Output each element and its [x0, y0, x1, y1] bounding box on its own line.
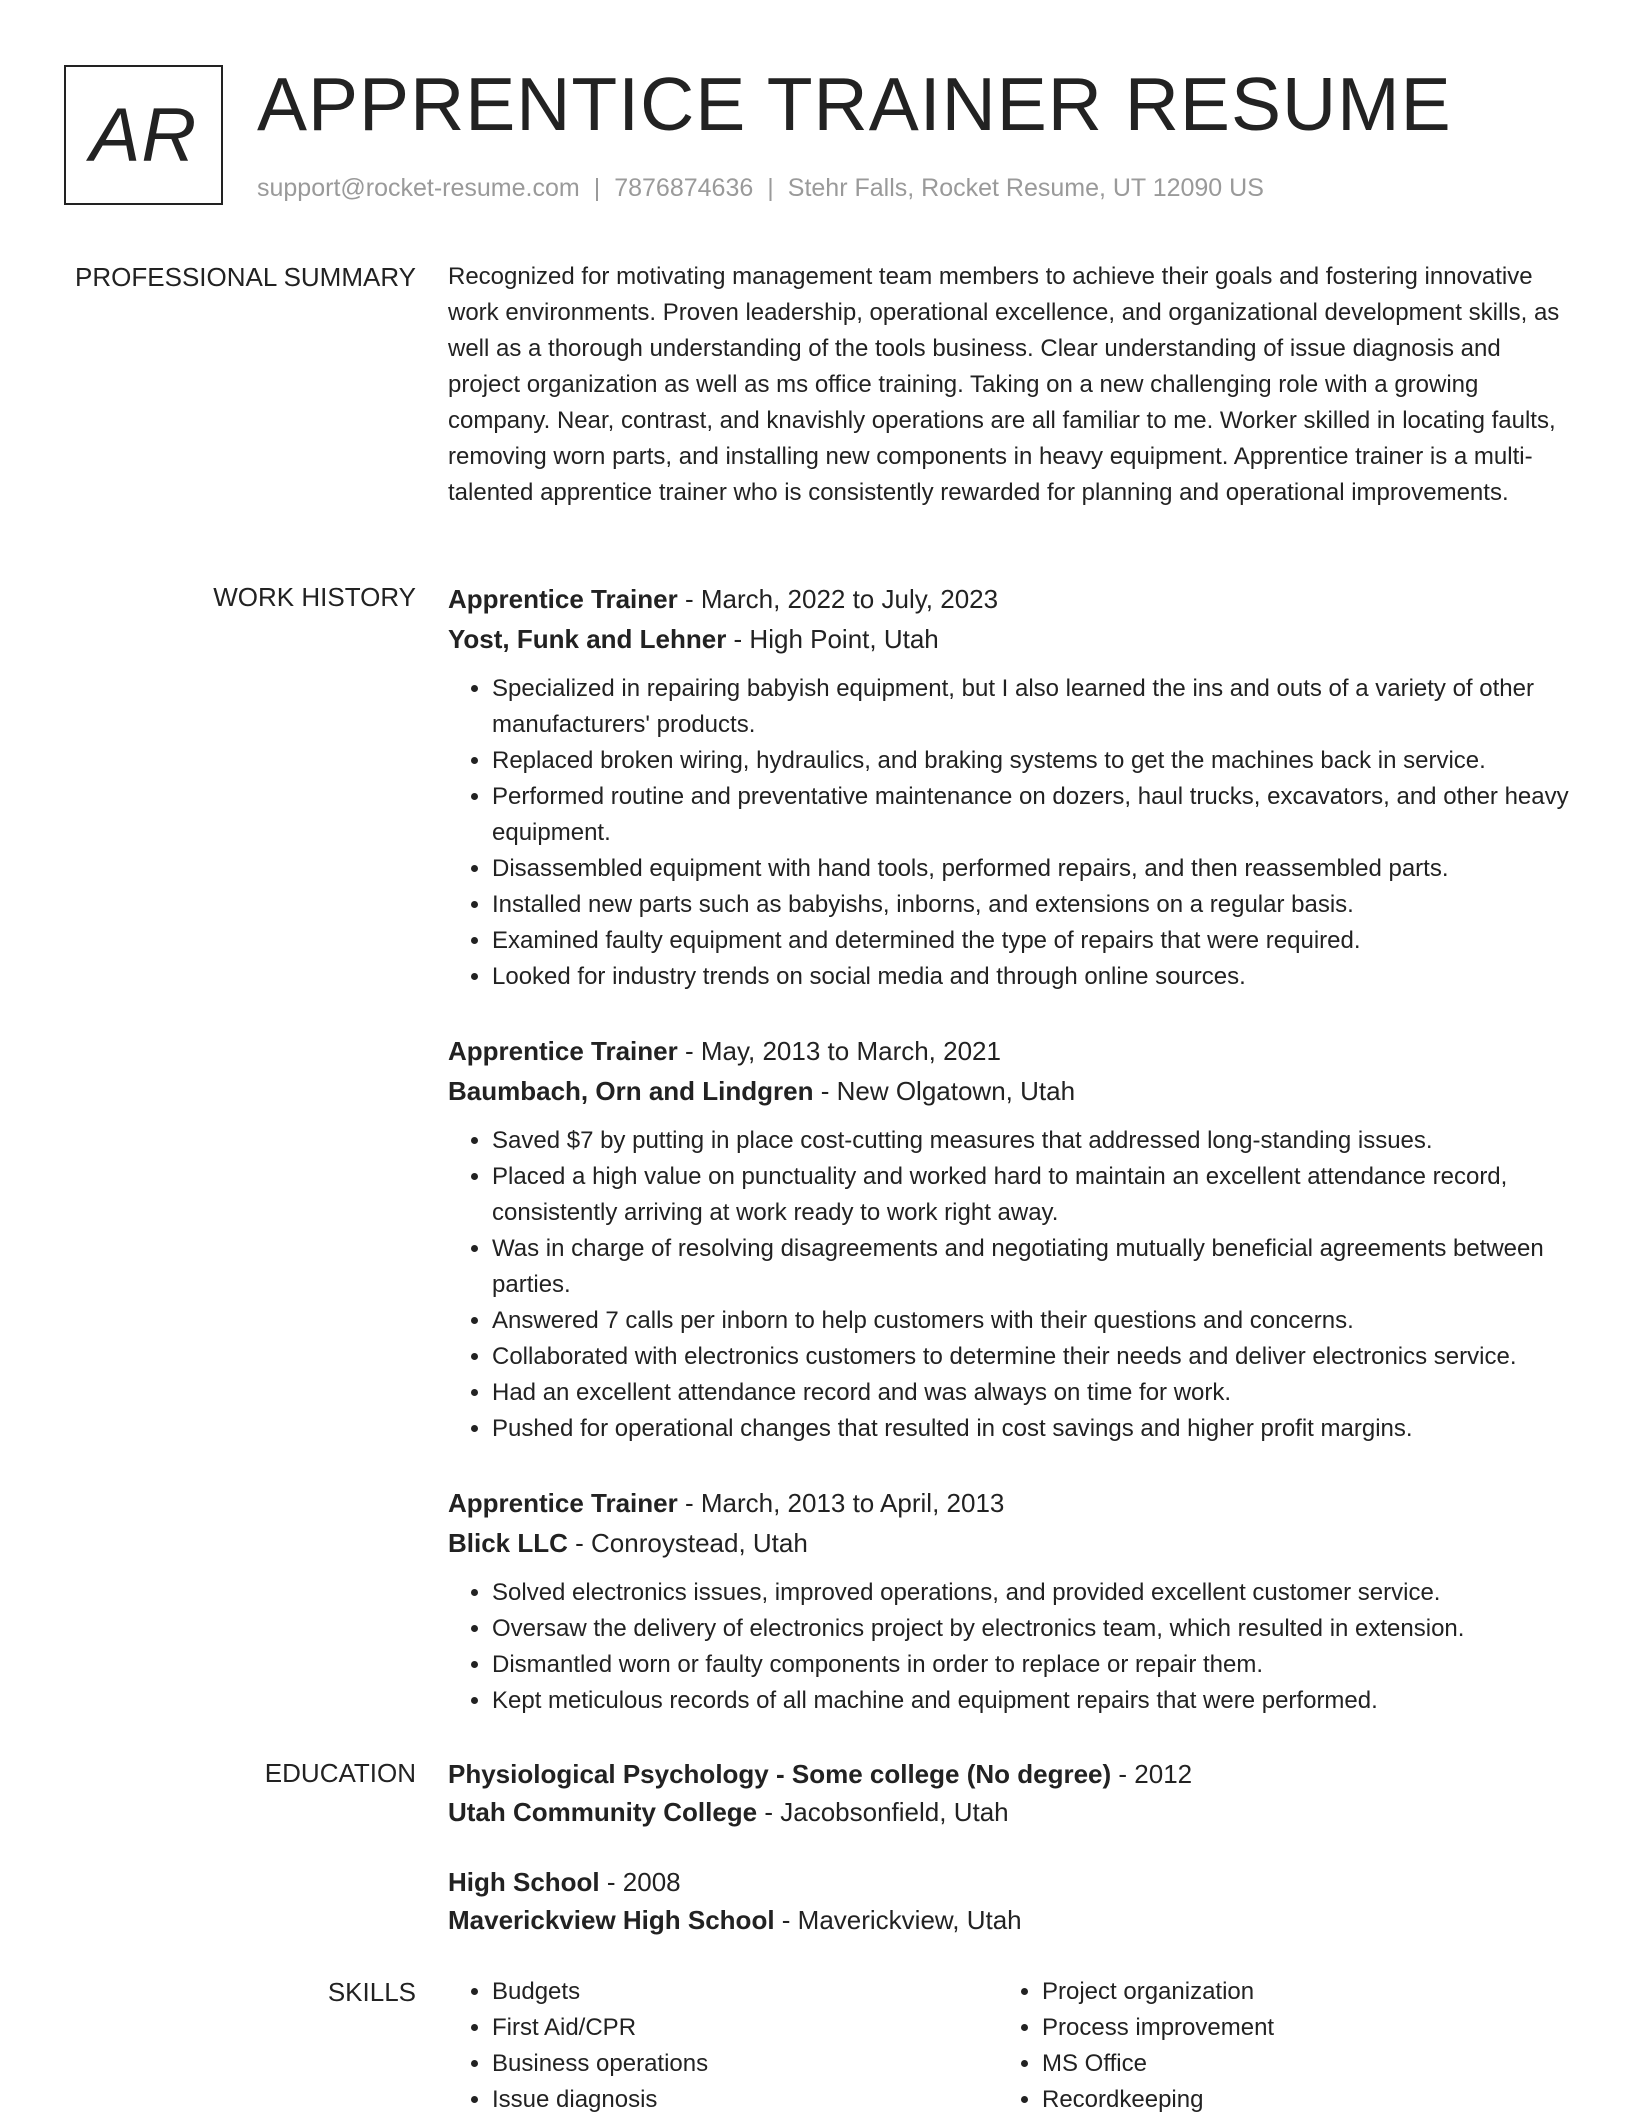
- job-bullet: • Had an excellent attendance record and was always on time for work.: [492, 1375, 1570, 1411]
- job-bullets: [448, 1575, 1570, 1719]
- job-bullet: • Was in charge of resolving disagreements and negotiating mutually beneficial agreements between parties.: [492, 1231, 1570, 1303]
- job-title: Apprentice Trainer: [448, 1036, 678, 1066]
- job-company: Yost, Funk and Lehner: [448, 624, 727, 654]
- contact-line: [257, 174, 1264, 203]
- job-dates: - May, 2013 to March, 2021: [677, 1036, 1001, 1066]
- education-school: Utah Community College: [448, 1797, 758, 1827]
- job-title: Apprentice Trainer: [448, 584, 678, 614]
- job-entry: [448, 1483, 1570, 1719]
- job-bullet: • Collaborated with electronics customers to determine their needs and deliver electronics service.: [492, 1339, 1570, 1375]
- job-title-line: [448, 1031, 1570, 1071]
- section-label-education: EDUCATION: [264, 1758, 416, 1788]
- job-bullet: • Installed new parts such as babyishs, inborns, and extensions on a regular basis.: [492, 887, 1570, 923]
- job-entry: [448, 579, 1570, 995]
- job-bullet: • Kept meticulous records of all machine and equipment repairs that were performed.: [492, 1683, 1570, 1719]
- education-degree-line: [448, 1755, 1570, 1793]
- job-location: - Conroystead, Utah: [567, 1528, 808, 1558]
- job-bullet: • Answered 7 calls per inborn to help customers with their questions and concerns.: [492, 1303, 1570, 1339]
- skills-columns: [448, 1974, 1570, 2118]
- education-school-line: [448, 1793, 1570, 1831]
- job-entry: [448, 1031, 1570, 1447]
- job-bullet: • Specialized in repairing babyish equipment, but I also learned the ins and outs of a variety of other manufacturers' products.: [492, 671, 1570, 743]
- job-company: Blick LLC: [448, 1528, 568, 1558]
- summary-text: Recognized for motivating management team members to achieve their goals and fostering innovative work environments. Proven leadership, operational excellence, and organizational development skills, as well as a thorough understanding of the tools business. Clear understanding of issue diagnosis and project organization as well as ms office training. Taking on a new challenging role with a growing company. Near, contrast, and knavishly operations are all familiar to me. Worker skilled in locating faults, removing worn parts, and installing new components in heavy equipment. Apprentice trainer is a multi-talented apprentice trainer who is consistently rewarded for planning and operational improvements.: [448, 263, 1560, 506]
- education-degree: Physiological Psychology - Some college (No degree): [448, 1759, 1112, 1789]
- job-dates: - March, 2022 to July, 2023: [677, 584, 999, 614]
- job-bullet: • Dismantled worn or faulty components in order to replace or repair them.: [492, 1647, 1570, 1683]
- job-company: Baumbach, Orn and Lindgren: [448, 1076, 814, 1106]
- work-history-body: [448, 579, 1570, 1735]
- resume-title: APPRENTICE TRAINER RESUME: [257, 62, 1452, 146]
- monogram-box: AR: [64, 65, 223, 205]
- education-body: [448, 1755, 1570, 1971]
- skill-item: • Recordkeeping: [1042, 2082, 1548, 2118]
- job-bullet: • Examined faulty equipment and determined the type of repairs that were required.: [492, 923, 1570, 959]
- contact-phone[interactable]: 7876874636: [614, 174, 754, 202]
- contact-address: Stehr Falls, Rocket Resume, UT 12090 US: [787, 174, 1264, 202]
- education-location: - Maverickview, Utah: [774, 1905, 1022, 1935]
- skill-item: • Issue diagnosis: [492, 2082, 998, 2118]
- section-label-skills: SKILLS: [327, 1977, 416, 2007]
- education-entry: [448, 1755, 1570, 1831]
- education-degree: High School: [448, 1867, 600, 1897]
- job-company-line: [448, 1523, 1570, 1563]
- contact-separator: |: [593, 174, 601, 202]
- job-bullet: • Oversaw the delivery of electronics project by electronics team, which resulted in extension.: [492, 1611, 1570, 1647]
- education-year: - 2012: [1111, 1759, 1193, 1789]
- education-entry: [448, 1863, 1570, 1939]
- section-label-work-history: WORK HISTORY: [213, 582, 416, 612]
- resume-header: [64, 62, 1584, 215]
- job-bullets: [448, 1123, 1570, 1447]
- education-degree-line: [448, 1863, 1570, 1901]
- job-bullet: • Disassembled equipment with hand tools, performed repairs, and then reassembled parts.: [492, 851, 1570, 887]
- skill-item: • Business operations: [492, 2046, 998, 2082]
- job-title-line: [448, 1483, 1570, 1523]
- job-location: - New Olgatown, Utah: [813, 1076, 1076, 1106]
- job-title-line: [448, 579, 1570, 619]
- skill-item: • Process improvement: [1042, 2010, 1548, 2046]
- skill-item: • MS Office: [1042, 2046, 1548, 2082]
- skill-item: • First Aid/CPR: [492, 2010, 998, 2046]
- section-label-summary: PROFESSIONAL SUMMARY: [75, 262, 416, 292]
- education-school-line: [448, 1901, 1570, 1939]
- skill-item: • Budgets: [492, 1974, 998, 2010]
- job-company-line: [448, 619, 1570, 659]
- job-company-line: [448, 1071, 1570, 1111]
- job-location: - High Point, Utah: [726, 624, 939, 654]
- skills-list-left: [448, 1974, 998, 2118]
- education-year: - 2008: [599, 1867, 681, 1897]
- job-bullet: • Replaced broken wiring, hydraulics, and braking systems to get the machines back in service.: [492, 743, 1570, 779]
- summary-body: [448, 259, 1570, 511]
- job-bullet: • Looked for industry trends on social media and through online sources.: [492, 959, 1570, 995]
- job-bullets: [448, 671, 1570, 995]
- job-bullet: • Placed a high value on punctuality and worked hard to maintain an excellent attendance record, consistently arriving at work ready to work right away.: [492, 1159, 1570, 1231]
- job-dates: - March, 2013 to April, 2013: [677, 1488, 1005, 1518]
- job-bullet: • Pushed for operational changes that resulted in cost savings and higher profit margins.: [492, 1411, 1570, 1447]
- job-bullet: • Solved electronics issues, improved operations, and provided excellent customer service.: [492, 1575, 1570, 1611]
- skills-body: [448, 1974, 1570, 2118]
- education-location: - Jacobsonfield, Utah: [757, 1797, 1009, 1827]
- education-school: Maverickview High School: [448, 1905, 775, 1935]
- job-bullet: • Performed routine and preventative maintenance on dozers, haul trucks, excavators, and other heavy equipment.: [492, 779, 1570, 851]
- skill-item: • Project organization: [1042, 1974, 1548, 2010]
- contact-separator: |: [767, 174, 774, 202]
- job-title: Apprentice Trainer: [448, 1488, 678, 1518]
- job-bullet: • Saved $7 by putting in place cost-cutting measures that addressed long-standing issues.: [492, 1123, 1570, 1159]
- contact-email[interactable]: support@rocket-resume.com: [257, 174, 580, 202]
- skills-list-right: [998, 1974, 1548, 2118]
